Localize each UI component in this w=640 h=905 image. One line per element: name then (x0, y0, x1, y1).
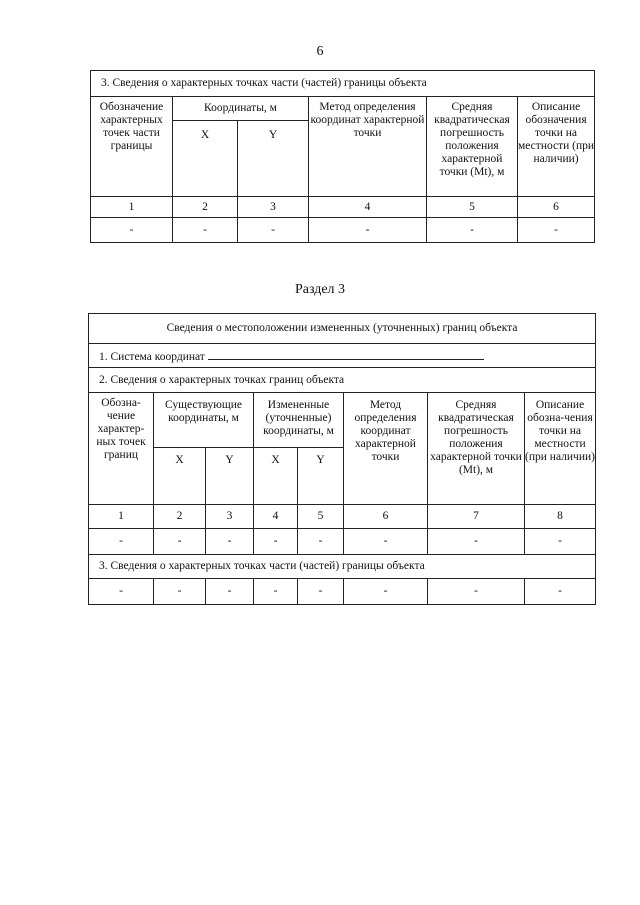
header-y: Y (206, 448, 254, 505)
header-existing-coordinates: Существующие координаты, м (154, 393, 254, 448)
header-x: X (173, 121, 238, 197)
coordinate-system-blank (208, 348, 484, 360)
table-cell: - (254, 529, 298, 555)
table-cell: - (91, 218, 173, 243)
table-title: 3. Сведения о характерных точках части (частей) границы объекта (91, 71, 595, 97)
table-cell: - (298, 529, 344, 555)
header-y: Y (298, 448, 344, 505)
table-cell: - (428, 579, 525, 605)
table-cell: - (344, 529, 428, 555)
header-point-designation: Обозначение характерных точек части границы (91, 97, 173, 197)
column-number: 1 (89, 505, 154, 529)
table-cell: - (525, 579, 596, 605)
header-method: Метод определения координат характерной точки (344, 393, 428, 505)
table-cell: - (154, 529, 206, 555)
column-number: 4 (254, 505, 298, 529)
header-y: Y (238, 121, 309, 197)
table-title: Сведения о местоположении измененных (уточненных) границ объекта (89, 314, 596, 344)
points-title: 2. Сведения о характерных точках границ объекта (89, 368, 596, 393)
header-coordinates: Координаты, м (173, 97, 309, 121)
table-cell: - (173, 218, 238, 243)
table-cell: - (89, 579, 154, 605)
table-cell: - (206, 529, 254, 555)
table-cell: - (427, 218, 518, 243)
table-cell: - (309, 218, 427, 243)
column-number: 1 (91, 197, 173, 218)
column-number: 3 (238, 197, 309, 218)
parts-title: 3. Сведения о характерных точках части (частей) границы объекта (89, 555, 596, 579)
header-changed-coordinates: Измененные (уточненные) координаты, м (254, 393, 344, 448)
header-error: Средняя квадратическая погрешность положения характерной точки (Mt), м (427, 97, 518, 197)
column-number: 4 (309, 197, 427, 218)
column-number: 2 (154, 505, 206, 529)
table-cell: - (154, 579, 206, 605)
column-number: 3 (206, 505, 254, 529)
table-cell: - (518, 218, 595, 243)
section-title: Раздел 3 (294, 282, 346, 297)
table-cell: - (89, 529, 154, 555)
header-point-designation: Обозна-чение характер-ных точек границ (89, 393, 154, 505)
column-number: 7 (428, 505, 525, 529)
header-method: Метод определения координат характерной точки (309, 97, 427, 197)
column-number: 5 (298, 505, 344, 529)
header-x: X (254, 448, 298, 505)
column-number: 2 (173, 197, 238, 218)
column-number: 5 (427, 197, 518, 218)
header-error: Средняя квадратическая погрешность положения характерной точки (Mt), м (428, 393, 525, 505)
changed-boundaries-table (88, 313, 596, 605)
header-description: Описание обозна-чения точки на местности (при наличии) (525, 393, 596, 505)
table-cell: - (254, 579, 298, 605)
table-cell: - (238, 218, 309, 243)
table-cell: - (525, 529, 596, 555)
coordinate-system-label: 1. Система координат (99, 350, 205, 363)
table-cell: - (298, 579, 344, 605)
header-description: Описание обозначения точки на местности (при наличии) (518, 97, 595, 197)
table-cell: - (428, 529, 525, 555)
column-number: 6 (344, 505, 428, 529)
column-number: 6 (518, 197, 595, 218)
coordinate-system-row (89, 344, 596, 368)
table-cell: - (206, 579, 254, 605)
header-x: X (154, 448, 206, 505)
page-number: 6 (316, 44, 324, 59)
table-cell: - (344, 579, 428, 605)
parts-points-table (90, 70, 595, 243)
column-number: 8 (525, 505, 596, 529)
